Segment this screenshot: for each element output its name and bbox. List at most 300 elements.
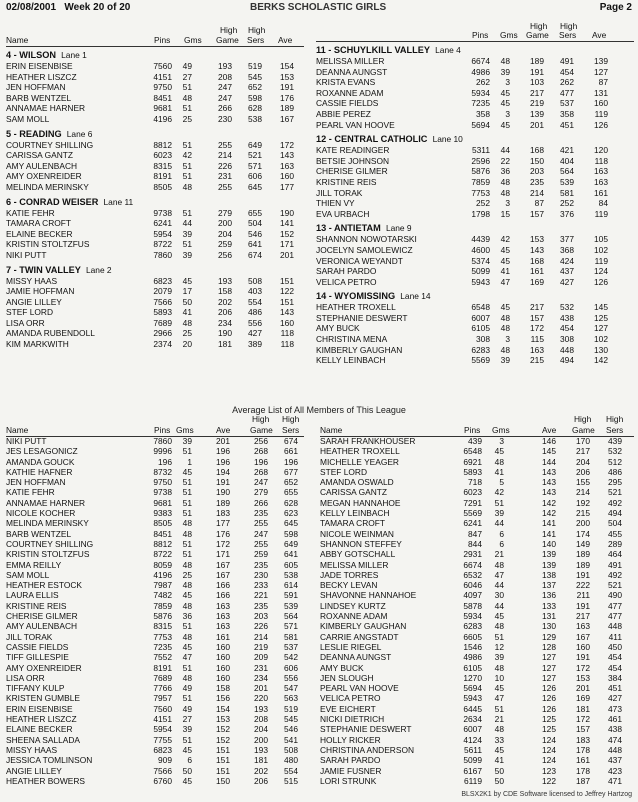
player-hs: 606	[248, 171, 262, 182]
col-high-2: High	[560, 21, 578, 31]
member-pins: 9681	[153, 497, 172, 508]
member-gms: 41	[494, 755, 504, 766]
member-pins: 7552	[153, 652, 172, 663]
player-name: MISSY HAAS	[6, 275, 58, 286]
member-ave: 160	[216, 641, 230, 652]
player-pins: 7560	[153, 61, 172, 71]
player-hg: 190	[218, 328, 232, 339]
player-name: KELLY LEINBACH	[316, 355, 386, 366]
member-ave: 176	[216, 528, 230, 539]
member-gms: 45	[182, 775, 192, 786]
member-hg: 221	[254, 590, 268, 601]
player-name: BARB WENTZEL	[6, 92, 72, 103]
player-hg: 172	[530, 323, 544, 334]
member-hs: 491	[608, 559, 622, 570]
player-name: SAM MOLL	[6, 113, 50, 124]
member-hg: 160	[576, 641, 590, 652]
member-gms: 48	[182, 631, 192, 642]
player-ave: 102	[594, 244, 608, 255]
member-name: STEF LORD	[320, 466, 367, 477]
player-hg: 230	[218, 113, 232, 124]
player-ave: 163	[280, 160, 294, 171]
member-ave: 127	[542, 672, 556, 683]
player-gms: 48	[500, 176, 510, 187]
member-pins: 6241	[463, 518, 482, 529]
member-pins: 6119	[463, 775, 482, 786]
player-hg: 115	[530, 334, 544, 345]
member-pins: 9383	[153, 508, 172, 519]
member-hg: 181	[254, 755, 268, 766]
member-hs: 477	[608, 611, 622, 622]
player-hs: 358	[560, 108, 574, 119]
member-pins: 6674	[463, 559, 482, 570]
player-hs: 645	[248, 181, 262, 192]
player-name: AMY AULENBACH	[6, 160, 78, 171]
member-gms: 45	[494, 683, 504, 694]
member-gms: 33	[494, 734, 504, 745]
player-gms: 48	[500, 344, 510, 355]
member-pins: 4986	[463, 652, 482, 663]
player-hg: 103	[530, 77, 544, 88]
player-gms: 51	[182, 171, 192, 182]
member-ave: 126	[542, 683, 556, 694]
player-ave: 163	[594, 176, 608, 187]
player-ave: 189	[280, 103, 294, 114]
member-hg: 256	[254, 436, 268, 446]
player-name: COURTNEY SHILLING	[6, 139, 94, 150]
member-hs: 480	[284, 755, 298, 766]
member-hs: 571	[284, 621, 298, 632]
member-pins: 847	[468, 528, 482, 539]
member-hs: 677	[284, 466, 298, 477]
member-ave: 191	[216, 477, 230, 488]
member-pins: 7482	[153, 590, 172, 601]
player-ave: 142	[594, 355, 608, 366]
player-gms: 45	[500, 244, 510, 255]
player-hs: 403	[248, 286, 262, 297]
player-pins: 262	[476, 77, 490, 88]
player-ave: 125	[594, 312, 608, 323]
team-block	[316, 46, 634, 131]
member-hg: 189	[576, 559, 590, 570]
member-ave: 133	[542, 600, 556, 611]
player-pins: 7753	[471, 187, 490, 198]
member-name: PEARL VAN HOOVE	[320, 683, 399, 694]
col-high: High	[530, 21, 548, 31]
player-pins: 7566	[153, 296, 172, 307]
player-ave: 118	[594, 155, 608, 166]
player-name: VERONICA WEYANDT	[316, 255, 403, 266]
col-ave: Ave	[542, 425, 557, 435]
player-gms: 42	[182, 150, 192, 161]
player-pins: 7860	[153, 249, 172, 260]
player-hg: 255	[218, 181, 232, 192]
member-name: KRISTINE REIS	[6, 600, 67, 611]
player-hg: 169	[530, 276, 544, 287]
member-ave: 126	[542, 693, 556, 704]
member-hs: 628	[284, 497, 298, 508]
member-ave: 183	[216, 508, 230, 519]
player-ave: 124	[594, 266, 608, 277]
player-row	[316, 178, 634, 189]
player-ave: 130	[594, 344, 608, 355]
member-ave: 128	[542, 641, 556, 652]
player-hs: 376	[560, 208, 574, 219]
player-ave: 190	[280, 207, 294, 218]
player-hg: 217	[530, 87, 544, 98]
member-pins: 7957	[153, 693, 172, 704]
col-high: High	[220, 25, 238, 35]
player-name: KRISTA EVANS	[316, 77, 376, 88]
player-pins: 5934	[471, 87, 490, 98]
player-pins: 6823	[153, 275, 172, 286]
player-pins: 9750	[153, 82, 172, 93]
member-hs: 649	[284, 538, 298, 549]
member-name: MISSY HAAS	[6, 744, 58, 755]
player-row	[316, 356, 634, 367]
member-hs: 645	[284, 518, 298, 529]
col-sers: Sers	[247, 35, 265, 45]
player-gms: 45	[500, 98, 510, 109]
member-hg: 222	[576, 580, 590, 591]
member-pins: 9996	[153, 446, 172, 457]
team-roster-left	[6, 24, 304, 351]
member-pins: 6921	[463, 456, 482, 467]
player-name: DEANNA AUNGST	[316, 66, 388, 77]
team-name: 11 - SCHUYLKILL VALLEY	[316, 45, 431, 55]
member-gms: 51	[182, 662, 192, 673]
player-hs: 448	[560, 344, 574, 355]
member-hg: 169	[576, 693, 590, 704]
member-name: SHAVONNE HANNAHOE	[320, 590, 417, 601]
member-ave: 143	[542, 477, 556, 488]
member-name: VELICA PETRO	[320, 693, 381, 704]
col-ave: Ave	[592, 30, 607, 40]
player-pins: 4196	[153, 113, 172, 124]
member-name: KIMBERLY GAUGHAN	[320, 621, 407, 632]
member-pins: 6760	[153, 775, 172, 786]
player-gms: 48	[182, 317, 192, 328]
player-gms: 51	[182, 207, 192, 218]
player-name: SHANNON NOWOTARSKI	[316, 234, 417, 245]
member-pins: 6167	[463, 765, 482, 776]
player-gms: 22	[500, 155, 510, 166]
player-name: HEATHER LISZCZ	[6, 71, 77, 82]
player-name: KIMBERLY GAUGHAN	[316, 344, 403, 355]
member-hs: 508	[284, 744, 298, 755]
member-pins: 6548	[463, 446, 482, 457]
player-ave: 118	[280, 339, 294, 350]
player-ave: 160	[280, 171, 294, 182]
team-title	[6, 266, 304, 277]
player-hs: 368	[560, 244, 574, 255]
member-name: HEATHER ESTOCK	[6, 580, 83, 591]
team-block	[316, 292, 634, 367]
player-gms: 42	[500, 234, 510, 245]
player-pins: 7859	[471, 176, 490, 187]
player-gms: 51	[182, 82, 192, 93]
member-gms: 6	[499, 538, 504, 549]
member-ave: 156	[216, 693, 230, 704]
member-hs: 532	[608, 446, 622, 457]
player-hg: 203	[530, 166, 544, 177]
col-game: Game	[526, 30, 549, 40]
member-hg: 193	[254, 703, 268, 714]
player-row	[6, 251, 304, 262]
player-hs: 377	[560, 234, 574, 245]
player-hg: 181	[218, 339, 232, 350]
member-hg: 214	[254, 631, 268, 642]
member-hg: 187	[576, 775, 590, 786]
member-hs: 545	[284, 714, 298, 725]
member-ave: 158	[216, 683, 230, 694]
member-pins: 6532	[463, 569, 482, 580]
member-ave: 142	[542, 508, 556, 519]
member-hs: 474	[608, 734, 622, 745]
member-ave: 126	[542, 703, 556, 714]
member-hs: 652	[284, 477, 298, 488]
member-hs: 448	[608, 744, 622, 755]
member-hs: 384	[608, 672, 622, 683]
member-hs: 471	[608, 775, 622, 786]
member-name: CARISSA GANTZ	[320, 487, 388, 498]
member-gms: 3	[499, 436, 504, 446]
player-gms: 27	[182, 71, 192, 82]
member-ave: 194	[216, 466, 230, 477]
member-ave: 129	[542, 631, 556, 642]
member-hg: 204	[576, 456, 590, 467]
player-ave: 171	[280, 239, 294, 250]
member-pins: 8722	[153, 549, 172, 560]
member-ave: 127	[542, 662, 556, 673]
member-hg: 149	[576, 538, 590, 549]
player-gms: 45	[500, 255, 510, 266]
player-ave: 105	[594, 234, 608, 245]
member-hg: 235	[254, 559, 268, 570]
player-gms: 48	[500, 187, 510, 198]
member-hs: 606	[284, 662, 298, 673]
player-gms: 39	[182, 228, 192, 239]
member-name: JADE TORRES	[320, 569, 379, 580]
player-gms: 3	[505, 108, 510, 119]
player-ave: 177	[280, 181, 294, 192]
page-number: Page 2	[599, 2, 632, 13]
member-pins: 9738	[153, 487, 172, 498]
player-pins: 308	[476, 334, 490, 345]
player-hg: 266	[218, 103, 232, 114]
member-hg: 220	[254, 693, 268, 704]
player-hs: 454	[560, 323, 574, 334]
team-block	[316, 224, 634, 288]
member-ave: 139	[542, 549, 556, 560]
team-block	[6, 51, 304, 126]
member-pins: 8191	[153, 662, 172, 673]
player-hg: 87	[534, 198, 544, 209]
member-name: MELINDA MERINSKY	[6, 518, 89, 529]
member-ave: 141	[542, 528, 556, 539]
average-list-right	[320, 412, 634, 787]
average-list-left	[6, 412, 304, 787]
player-hg: 200	[218, 218, 232, 229]
member-hs: 515	[284, 775, 298, 786]
member-name: LORI STRUNK	[320, 775, 377, 786]
member-gms: 6	[499, 528, 504, 539]
player-hg: 256	[218, 249, 232, 260]
player-hg: 214	[218, 150, 232, 161]
member-ave: 171	[216, 549, 230, 560]
player-name: AMY BUCK	[316, 323, 360, 334]
team-lane: Lane 2	[85, 264, 112, 275]
col-gms: Gms	[176, 425, 194, 435]
member-ave: 143	[542, 487, 556, 498]
member-pins: 8812	[153, 538, 172, 549]
player-name: MELISSA MILLER	[316, 56, 385, 66]
member-name: SARAH PARDO	[320, 755, 381, 766]
member-name: ABBY GOTSCHALL	[320, 549, 396, 560]
player-hg: 255	[218, 139, 232, 150]
player-name: ELAINE BECKER	[6, 228, 73, 239]
member-pins: 5893	[463, 466, 482, 477]
col-high-2: High	[282, 414, 300, 424]
member-hg: 172	[576, 714, 590, 725]
member-ave: 151	[216, 744, 230, 755]
player-pins: 9738	[153, 207, 172, 218]
player-name: KRISTINE REIS	[316, 176, 377, 187]
team-roster-right	[316, 21, 634, 367]
player-hs: 477	[560, 87, 574, 98]
member-hs: 450	[608, 641, 622, 652]
member-hg: 255	[254, 518, 268, 529]
player-hg: 139	[530, 108, 544, 119]
member-hs: 537	[284, 641, 298, 652]
col-gms: Gms	[500, 30, 518, 40]
player-hs: 652	[248, 82, 262, 93]
member-pins: 6605	[463, 631, 482, 642]
column-header	[316, 21, 634, 42]
player-ave: 87	[598, 77, 608, 88]
player-hs: 494	[560, 355, 574, 366]
member-ave: 125	[542, 724, 556, 735]
member-pins: 6823	[153, 744, 172, 755]
member-gms: 44	[494, 518, 504, 529]
player-hg: 214	[530, 187, 544, 198]
member-hs: 473	[608, 703, 622, 714]
player-hs: 504	[248, 218, 262, 229]
player-pins: 6548	[471, 302, 490, 313]
average-row	[6, 653, 304, 663]
player-pins: 1798	[471, 208, 490, 219]
member-pins: 439	[468, 436, 482, 446]
player-hg: 189	[530, 56, 544, 66]
col-sers: Sers	[606, 425, 624, 435]
player-row	[6, 62, 304, 73]
player-hs: 451	[560, 119, 574, 130]
player-hg: 217	[530, 302, 544, 313]
member-pins: 9750	[153, 477, 172, 488]
member-pins: 6283	[463, 621, 482, 632]
player-ave: 145	[594, 302, 608, 313]
member-hg: 214	[576, 487, 590, 498]
player-gms: 20	[182, 339, 192, 350]
member-hg: 219	[254, 641, 268, 652]
member-hs: 423	[608, 765, 622, 776]
member-ave: 124	[542, 744, 556, 755]
member-hs: 289	[608, 538, 622, 549]
member-gms: 47	[494, 693, 504, 704]
team-name: 13 - ANTIETAM	[316, 223, 381, 234]
member-name: MEGAN HANNAHOE	[320, 497, 401, 508]
team-block	[6, 266, 304, 351]
average-column-header	[6, 412, 304, 437]
member-name: HEATHER TROXELL	[320, 446, 400, 457]
col-pins: Pins	[464, 425, 481, 435]
team-block	[6, 198, 304, 262]
member-hg: 231	[254, 662, 268, 673]
player-name: BETSIE JOHNSON	[316, 155, 390, 166]
member-ave: 190	[216, 487, 230, 498]
member-gms: 48	[182, 600, 192, 611]
player-hg: 202	[218, 296, 232, 307]
member-hg: 268	[254, 466, 268, 477]
col-sers: Sers	[282, 425, 300, 435]
player-hg: 234	[218, 317, 232, 328]
player-pins: 6674	[471, 56, 490, 66]
player-row	[6, 115, 304, 126]
member-hs: 519	[284, 703, 298, 714]
member-pins: 6023	[463, 487, 482, 498]
player-gms: 48	[500, 323, 510, 334]
player-hg: 163	[530, 344, 544, 355]
member-hg: 211	[576, 590, 590, 601]
member-name: JEN HOFFMAN	[6, 477, 66, 488]
member-ave: 160	[216, 672, 230, 683]
member-pins: 8505	[153, 518, 172, 529]
player-row	[316, 189, 634, 200]
member-gms: 51	[182, 734, 192, 745]
member-hs: 512	[608, 456, 622, 467]
team-name: 4 - WILSON	[6, 50, 57, 60]
member-hs: 411	[608, 631, 622, 642]
member-ave: 136	[542, 590, 556, 601]
member-gms: 48	[494, 724, 504, 735]
member-pins: 8059	[153, 559, 172, 570]
member-hs: 490	[608, 590, 622, 601]
player-pins: 8451	[153, 92, 172, 103]
member-hg: 174	[576, 528, 590, 539]
member-gms: 30	[494, 590, 504, 601]
member-ave: 124	[542, 734, 556, 745]
player-gms: 36	[500, 166, 510, 177]
member-pins: 6007	[463, 724, 482, 735]
player-gms: 39	[500, 66, 510, 77]
team-block	[6, 130, 304, 194]
player-gms: 39	[182, 249, 192, 260]
member-hg: 217	[576, 446, 590, 457]
average-row	[320, 756, 634, 766]
member-hs: 437	[608, 755, 622, 766]
member-hs: 427	[608, 693, 622, 704]
player-gms: 45	[500, 119, 510, 130]
member-hg: 172	[576, 662, 590, 673]
col-high-2: High	[248, 25, 266, 35]
player-name: CHRISTINA MENA	[316, 334, 388, 345]
member-pins: 8451	[153, 528, 172, 539]
member-ave: 139	[542, 559, 556, 570]
member-name: JILL TORAK	[6, 631, 53, 642]
member-gms: 51	[182, 508, 192, 519]
player-ave: 152	[280, 228, 294, 239]
player-ave: 126	[594, 119, 608, 130]
